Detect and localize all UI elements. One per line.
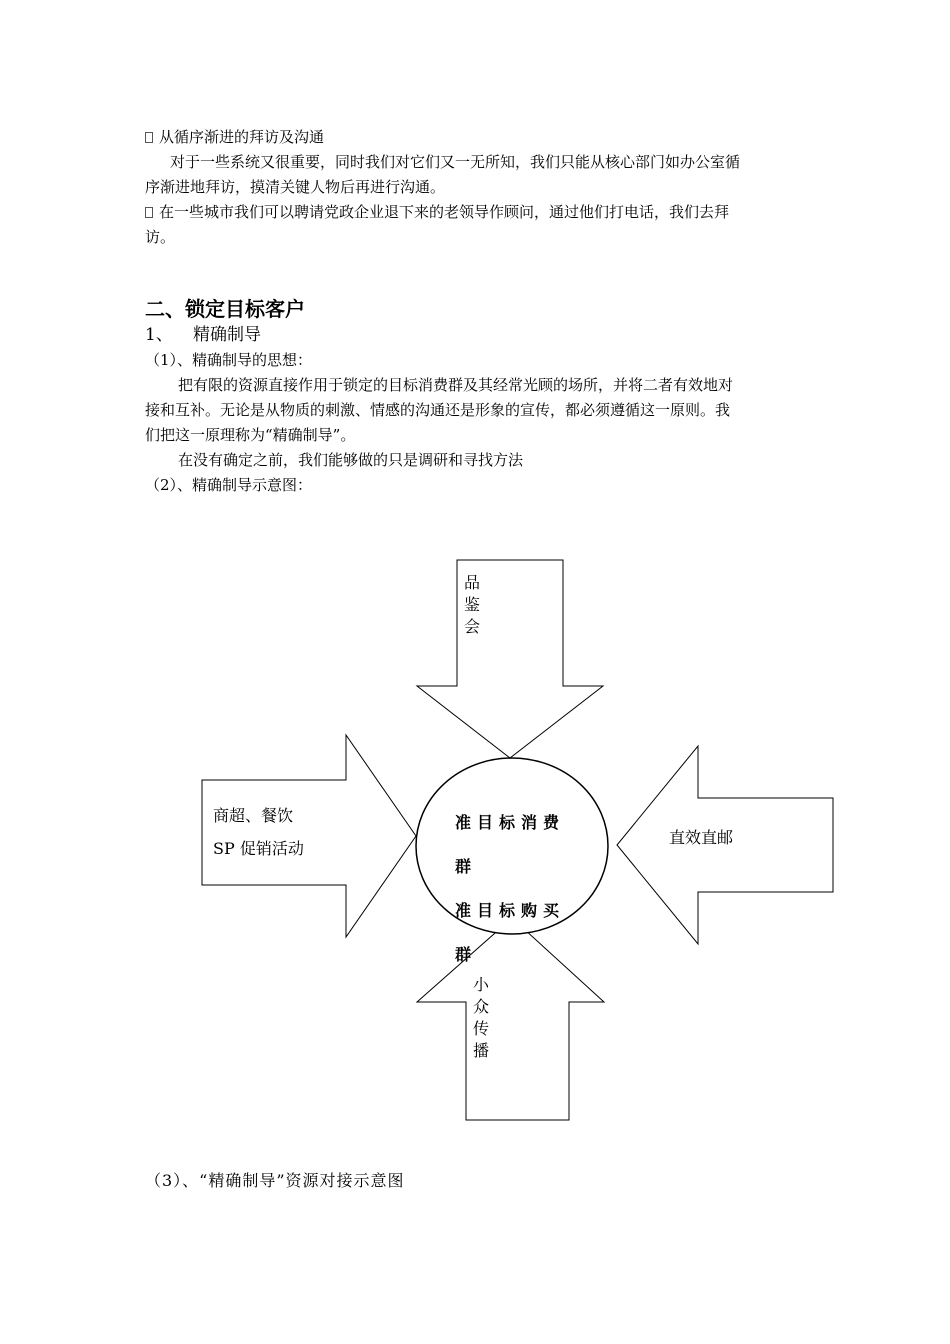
item-title: （3）、“精确制导”资源对接示意图	[145, 1171, 405, 1190]
bottom-arrow-label: 小众传播	[472, 975, 489, 1060]
center-label-line4: 群	[455, 945, 478, 964]
bullet-text: 在一些城市我们可以聘请党政企业退下来的老领导作顾问，通过他们打电话，我们去拜	[159, 203, 730, 221]
item-title: （1）、精确制导的思想：	[145, 351, 313, 369]
bullet-item-visit	[145, 127, 324, 147]
bottom-arrow	[417, 918, 604, 1120]
section-heading: 二、锁定目标客户	[145, 297, 305, 321]
paragraph-line: 对于一些系统又很重要，同时我们对它们又一无所知，我们只能从核心部门如办公室循	[170, 153, 741, 171]
paragraph-line: 们把这一原理称为“精确制导”。	[145, 426, 356, 444]
paragraph-line: 访。	[145, 228, 176, 246]
square-bullet-icon	[145, 132, 153, 143]
square-bullet-icon	[145, 207, 153, 218]
subsection-title: 精确制导	[193, 325, 261, 345]
paragraph-line: 接和互补。无论是从物质的刺激、情感的沟通还是形象的宣传，都必须遵循这一原则。我	[145, 401, 731, 419]
center-label-line2: 群	[455, 857, 478, 876]
center-label-line1: 准目标消费	[455, 813, 566, 832]
left-arrow-label-line1: 商超、餐饮	[213, 806, 294, 825]
paragraph-line: 序渐进地拜访，摸清关键人物后再进行沟通。	[145, 178, 446, 196]
paragraph-line: 在没有确定之前，我们能够做的只是调研和寻找方法	[178, 451, 524, 469]
bullet-text: 从循序渐进的拜访及沟通	[159, 128, 325, 146]
left-arrow-label-line2: SP 促销活动	[213, 839, 304, 858]
subsection-number: 1、	[145, 325, 173, 345]
paragraph-line: 把有限的资源直接作用于锁定的目标消费群及其经常光顾的场所，并将二者有效地对	[178, 376, 734, 394]
top-arrow-label: 品鉴会	[463, 573, 480, 636]
top-arrow	[417, 560, 603, 758]
item-title: （2）、精确制导示意图：	[145, 476, 313, 494]
bullet-item-advisor	[145, 202, 729, 222]
center-label-line3: 准目标购买	[455, 901, 566, 920]
right-arrow-label: 直效直邮	[669, 828, 734, 847]
